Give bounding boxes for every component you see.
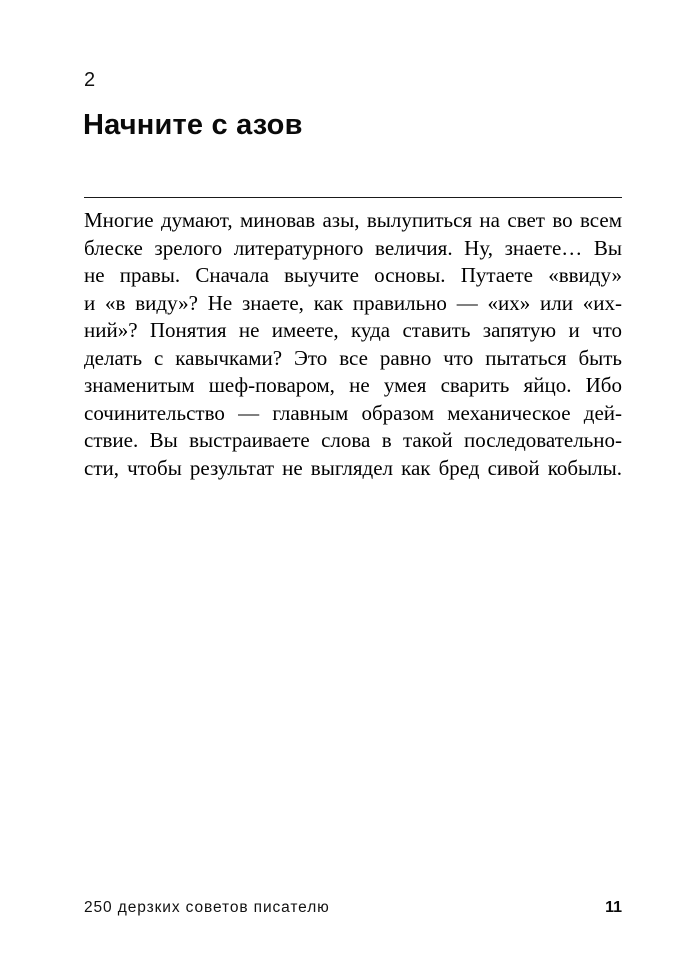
body-line: знаменитым шеф-поваром, не умея сварить яйцо. Ибо xyxy=(84,373,622,397)
body-line: сочинительство — главным образом механическое дей- xyxy=(84,400,622,425)
page-number: 11 xyxy=(605,899,622,916)
body-line: Многие думают, миновав азы, вылупиться на свет во всем xyxy=(84,208,622,232)
chapter-number: 2 xyxy=(84,69,96,91)
page-footer xyxy=(84,899,622,917)
body-line: блеске зрелого литературного величия. Ну, знаете… Вы xyxy=(84,235,622,260)
body-line: и «в виду»? Не знаете, как правильно — «их» или «их- xyxy=(84,290,622,315)
body-line: не правы. Сначала выучите основы. Путаете «ввиду» xyxy=(84,263,622,287)
running-title: 250 дерзких советов писателю xyxy=(84,899,330,916)
body-line: ствие. Вы выстраиваете слова в такой последовательно- xyxy=(84,428,622,452)
divider-rule xyxy=(84,197,622,198)
chapter-title: Начните с азов xyxy=(83,109,303,141)
body-line: делать с кавычками? Это все равно что пытаться быть xyxy=(84,345,622,370)
body-line: сти, чтобы результат не выглядел как бред сивой кобылы. xyxy=(84,455,622,480)
body-paragraph xyxy=(84,207,622,482)
body-line: ний»? Понятия не имеете, куда ставить запятую и что xyxy=(84,318,622,342)
